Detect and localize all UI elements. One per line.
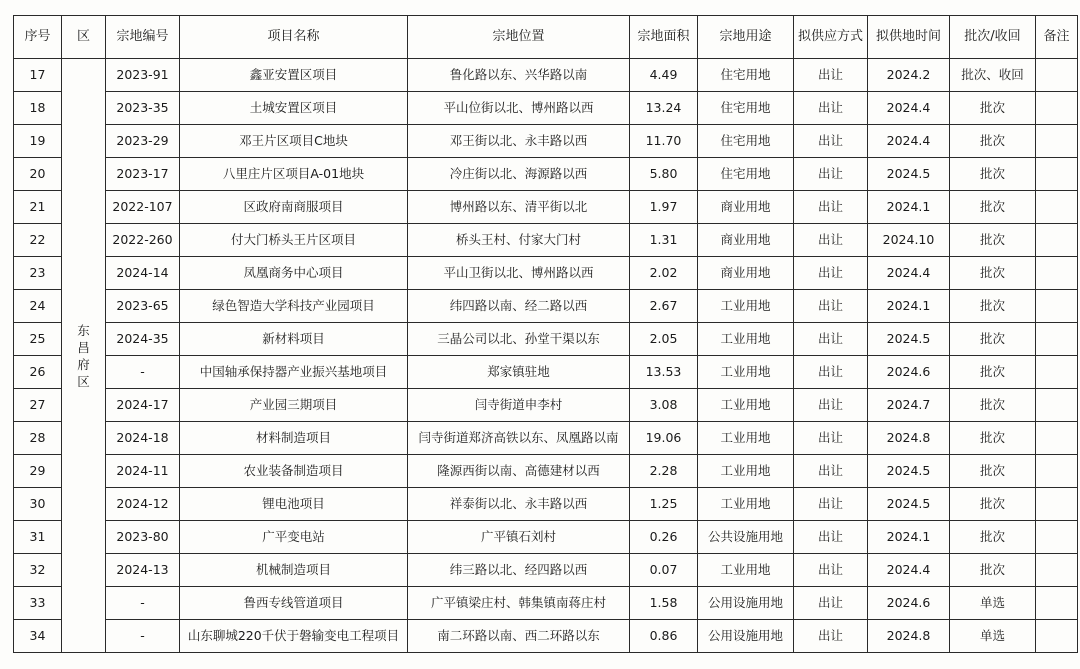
table-row	[14, 389, 1078, 422]
cell-usage: 工业用地	[698, 488, 794, 521]
cell-usage: 住宅用地	[698, 125, 794, 158]
cell-area: 1.31	[630, 224, 698, 257]
cell-location: 闫寺街道郑济高铁以东、凤凰路以南	[408, 422, 630, 455]
cell-code: 2024-12	[106, 488, 180, 521]
cell-name: 凤凰商务中心项目	[180, 257, 408, 290]
table-row	[14, 257, 1078, 290]
cell-seq: 21	[14, 191, 62, 224]
cell-code: 2023-29	[106, 125, 180, 158]
cell-batch: 批次	[950, 290, 1036, 323]
cell-seq: 22	[14, 224, 62, 257]
cell-batch: 批次	[950, 158, 1036, 191]
cell-usage: 工业用地	[698, 455, 794, 488]
cell-code: 2024-17	[106, 389, 180, 422]
table-row	[14, 620, 1078, 653]
cell-name: 锂电池项目	[180, 488, 408, 521]
table-row	[14, 290, 1078, 323]
cell-batch: 批次	[950, 323, 1036, 356]
cell-location: 纬四路以南、经二路以西	[408, 290, 630, 323]
cell-seq: 28	[14, 422, 62, 455]
cell-remarks	[1036, 191, 1078, 224]
header-seq: 序号	[14, 16, 62, 59]
cell-location: 三晶公司以北、孙堂干渠以东	[408, 323, 630, 356]
cell-supply-time: 2024.7	[868, 389, 950, 422]
cell-seq: 23	[14, 257, 62, 290]
table-row	[14, 587, 1078, 620]
cell-supply-method: 出让	[794, 158, 868, 191]
table-row	[14, 158, 1078, 191]
cell-area: 5.80	[630, 158, 698, 191]
cell-supply-method: 出让	[794, 356, 868, 389]
cell-seq: 30	[14, 488, 62, 521]
cell-supply-time: 2024.10	[868, 224, 950, 257]
header-location: 宗地位置	[408, 16, 630, 59]
cell-code: 2022-107	[106, 191, 180, 224]
cell-code: 2022-260	[106, 224, 180, 257]
cell-code: 2024-18	[106, 422, 180, 455]
cell-seq: 24	[14, 290, 62, 323]
cell-batch: 批次	[950, 455, 1036, 488]
cell-supply-method: 出让	[794, 224, 868, 257]
cell-supply-time: 2024.5	[868, 488, 950, 521]
cell-name: 邓王片区项目C地块	[180, 125, 408, 158]
cell-supply-method: 出让	[794, 59, 868, 92]
cell-area: 13.24	[630, 92, 698, 125]
table-header-row	[14, 16, 1078, 59]
header-remarks: 备注	[1036, 16, 1078, 59]
cell-batch: 单选	[950, 587, 1036, 620]
header-name: 项目名称	[180, 16, 408, 59]
cell-remarks	[1036, 620, 1078, 653]
cell-seq: 27	[14, 389, 62, 422]
cell-remarks	[1036, 158, 1078, 191]
cell-area: 3.08	[630, 389, 698, 422]
cell-name: 鑫亚安置区项目	[180, 59, 408, 92]
cell-usage: 商业用地	[698, 257, 794, 290]
cell-batch: 批次	[950, 554, 1036, 587]
header-code: 宗地编号	[106, 16, 180, 59]
cell-supply-time: 2024.4	[868, 92, 950, 125]
cell-usage: 工业用地	[698, 422, 794, 455]
cell-area: 2.02	[630, 257, 698, 290]
cell-supply-method: 出让	[794, 389, 868, 422]
cell-batch: 批次	[950, 257, 1036, 290]
cell-name: 付大门桥头王片区项目	[180, 224, 408, 257]
cell-remarks	[1036, 422, 1078, 455]
cell-usage: 商业用地	[698, 191, 794, 224]
cell-area: 1.97	[630, 191, 698, 224]
cell-area: 0.26	[630, 521, 698, 554]
cell-remarks	[1036, 587, 1078, 620]
table-row	[14, 422, 1078, 455]
cell-supply-method: 出让	[794, 488, 868, 521]
table-row	[14, 323, 1078, 356]
cell-remarks	[1036, 92, 1078, 125]
table-row	[14, 191, 1078, 224]
cell-seq: 32	[14, 554, 62, 587]
cell-batch: 批次	[950, 422, 1036, 455]
cell-supply-method: 出让	[794, 422, 868, 455]
cell-supply-time: 2024.4	[868, 554, 950, 587]
cell-seq: 20	[14, 158, 62, 191]
cell-supply-time: 2024.2	[868, 59, 950, 92]
cell-code: 2023-91	[106, 59, 180, 92]
cell-code: 2024-14	[106, 257, 180, 290]
cell-area: 1.58	[630, 587, 698, 620]
header-usage: 宗地用途	[698, 16, 794, 59]
cell-remarks	[1036, 257, 1078, 290]
cell-name: 八里庄片区项目A-01地块	[180, 158, 408, 191]
cell-batch: 批次	[950, 521, 1036, 554]
cell-supply-time: 2024.6	[868, 356, 950, 389]
cell-location: 南二环路以南、西二环路以东	[408, 620, 630, 653]
cell-usage: 工业用地	[698, 323, 794, 356]
cell-usage: 住宅用地	[698, 158, 794, 191]
cell-supply-time: 2024.8	[868, 422, 950, 455]
cell-usage: 住宅用地	[698, 92, 794, 125]
cell-name: 鲁西专线管道项目	[180, 587, 408, 620]
cell-supply-method: 出让	[794, 620, 868, 653]
cell-code: -	[106, 356, 180, 389]
cell-supply-method: 出让	[794, 191, 868, 224]
cell-remarks	[1036, 488, 1078, 521]
table-row	[14, 521, 1078, 554]
cell-batch: 批次	[950, 356, 1036, 389]
cell-location: 博州路以东、清平街以北	[408, 191, 630, 224]
table-row	[14, 125, 1078, 158]
cell-usage: 公用设施用地	[698, 587, 794, 620]
cell-name: 土城安置区项目	[180, 92, 408, 125]
header-area: 宗地面积	[630, 16, 698, 59]
cell-remarks	[1036, 290, 1078, 323]
cell-code: 2023-80	[106, 521, 180, 554]
cell-area: 0.86	[630, 620, 698, 653]
cell-remarks	[1036, 59, 1078, 92]
table-body	[14, 59, 1078, 653]
cell-usage: 工业用地	[698, 389, 794, 422]
cell-name: 区政府南商服项目	[180, 191, 408, 224]
cell-supply-time: 2024.1	[868, 521, 950, 554]
table-row	[14, 356, 1078, 389]
cell-usage: 公共设施用地	[698, 521, 794, 554]
cell-code: 2023-65	[106, 290, 180, 323]
cell-name: 新材料项目	[180, 323, 408, 356]
cell-code: -	[106, 587, 180, 620]
land-supply-table	[13, 15, 1078, 653]
cell-supply-time: 2024.1	[868, 290, 950, 323]
cell-name: 材料制造项目	[180, 422, 408, 455]
cell-code: 2024-35	[106, 323, 180, 356]
cell-location: 平山卫街以北、博州路以西	[408, 257, 630, 290]
cell-seq: 18	[14, 92, 62, 125]
cell-usage: 公用设施用地	[698, 620, 794, 653]
cell-supply-time: 2024.1	[868, 191, 950, 224]
cell-name: 绿色智造大学科技产业园项目	[180, 290, 408, 323]
cell-code: 2023-35	[106, 92, 180, 125]
cell-name: 农业装备制造项目	[180, 455, 408, 488]
cell-seq: 19	[14, 125, 62, 158]
table-row	[14, 224, 1078, 257]
cell-location: 广平镇石刘村	[408, 521, 630, 554]
cell-area: 19.06	[630, 422, 698, 455]
cell-usage: 工业用地	[698, 554, 794, 587]
cell-area: 2.28	[630, 455, 698, 488]
cell-location: 闫寺街道申李村	[408, 389, 630, 422]
table-row	[14, 554, 1078, 587]
table-row	[14, 488, 1078, 521]
cell-remarks	[1036, 125, 1078, 158]
cell-name: 机械制造项目	[180, 554, 408, 587]
cell-code: 2024-11	[106, 455, 180, 488]
cell-usage: 工业用地	[698, 290, 794, 323]
cell-batch: 批次	[950, 125, 1036, 158]
cell-seq: 17	[14, 59, 62, 92]
cell-name: 产业园三期项目	[180, 389, 408, 422]
cell-supply-method: 出让	[794, 587, 868, 620]
cell-supply-time: 2024.8	[868, 620, 950, 653]
cell-remarks	[1036, 389, 1078, 422]
cell-location: 桥头王村、付家大门村	[408, 224, 630, 257]
cell-location: 郑家镇驻地	[408, 356, 630, 389]
cell-remarks	[1036, 455, 1078, 488]
cell-supply-method: 出让	[794, 455, 868, 488]
cell-location: 广平镇梁庄村、韩集镇南蒋庄村	[408, 587, 630, 620]
cell-batch: 批次	[950, 488, 1036, 521]
cell-supply-time: 2024.5	[868, 455, 950, 488]
cell-supply-time: 2024.4	[868, 125, 950, 158]
cell-area: 0.07	[630, 554, 698, 587]
cell-location: 邓王街以北、永丰路以西	[408, 125, 630, 158]
cell-location: 纬三路以北、经四路以西	[408, 554, 630, 587]
cell-area: 1.25	[630, 488, 698, 521]
cell-usage: 住宅用地	[698, 59, 794, 92]
cell-remarks	[1036, 521, 1078, 554]
cell-seq: 29	[14, 455, 62, 488]
cell-batch: 批次	[950, 224, 1036, 257]
header-district: 区	[62, 16, 106, 59]
cell-name: 山东聊城220千伏于磐输变电工程项目	[180, 620, 408, 653]
cell-area: 13.53	[630, 356, 698, 389]
cell-area: 2.67	[630, 290, 698, 323]
cell-supply-time: 2024.5	[868, 323, 950, 356]
cell-remarks	[1036, 356, 1078, 389]
cell-seq: 33	[14, 587, 62, 620]
cell-remarks	[1036, 554, 1078, 587]
cell-supply-time: 2024.6	[868, 587, 950, 620]
cell-supply-time: 2024.4	[868, 257, 950, 290]
cell-supply-time: 2024.5	[868, 158, 950, 191]
cell-seq: 25	[14, 323, 62, 356]
cell-batch: 批次	[950, 389, 1036, 422]
cell-batch: 批次、收回	[950, 59, 1036, 92]
cell-supply-method: 出让	[794, 92, 868, 125]
cell-code: -	[106, 620, 180, 653]
cell-location: 平山位街以北、博州路以西	[408, 92, 630, 125]
cell-name: 中国轴承保持器产业振兴基地项目	[180, 356, 408, 389]
cell-location: 隆源西街以南、高德建材以西	[408, 455, 630, 488]
cell-area: 11.70	[630, 125, 698, 158]
table-row	[14, 92, 1078, 125]
cell-location: 鲁化路以东、兴华路以南	[408, 59, 630, 92]
cell-usage: 工业用地	[698, 356, 794, 389]
cell-district	[62, 59, 106, 653]
cell-remarks	[1036, 323, 1078, 356]
header-batch: 批次/收回	[950, 16, 1036, 59]
cell-seq: 26	[14, 356, 62, 389]
cell-seq: 34	[14, 620, 62, 653]
cell-location: 祥泰街以北、永丰路以西	[408, 488, 630, 521]
district-name: 东昌府区	[77, 322, 90, 389]
cell-supply-method: 出让	[794, 521, 868, 554]
cell-batch: 批次	[950, 92, 1036, 125]
cell-usage: 商业用地	[698, 224, 794, 257]
cell-seq: 31	[14, 521, 62, 554]
cell-name: 广平变电站	[180, 521, 408, 554]
cell-location: 冷庄街以北、海源路以西	[408, 158, 630, 191]
table-row	[14, 455, 1078, 488]
header-supply-time: 拟供地时间	[868, 16, 950, 59]
cell-area: 2.05	[630, 323, 698, 356]
cell-supply-method: 出让	[794, 257, 868, 290]
cell-supply-method: 出让	[794, 554, 868, 587]
cell-supply-method: 出让	[794, 290, 868, 323]
header-supply-method: 拟供应方式	[794, 16, 868, 59]
cell-supply-method: 出让	[794, 323, 868, 356]
cell-area: 4.49	[630, 59, 698, 92]
cell-supply-method: 出让	[794, 125, 868, 158]
table-row	[14, 59, 1078, 92]
cell-remarks	[1036, 224, 1078, 257]
cell-code: 2024-13	[106, 554, 180, 587]
cell-code: 2023-17	[106, 158, 180, 191]
cell-batch: 单选	[950, 620, 1036, 653]
cell-batch: 批次	[950, 191, 1036, 224]
